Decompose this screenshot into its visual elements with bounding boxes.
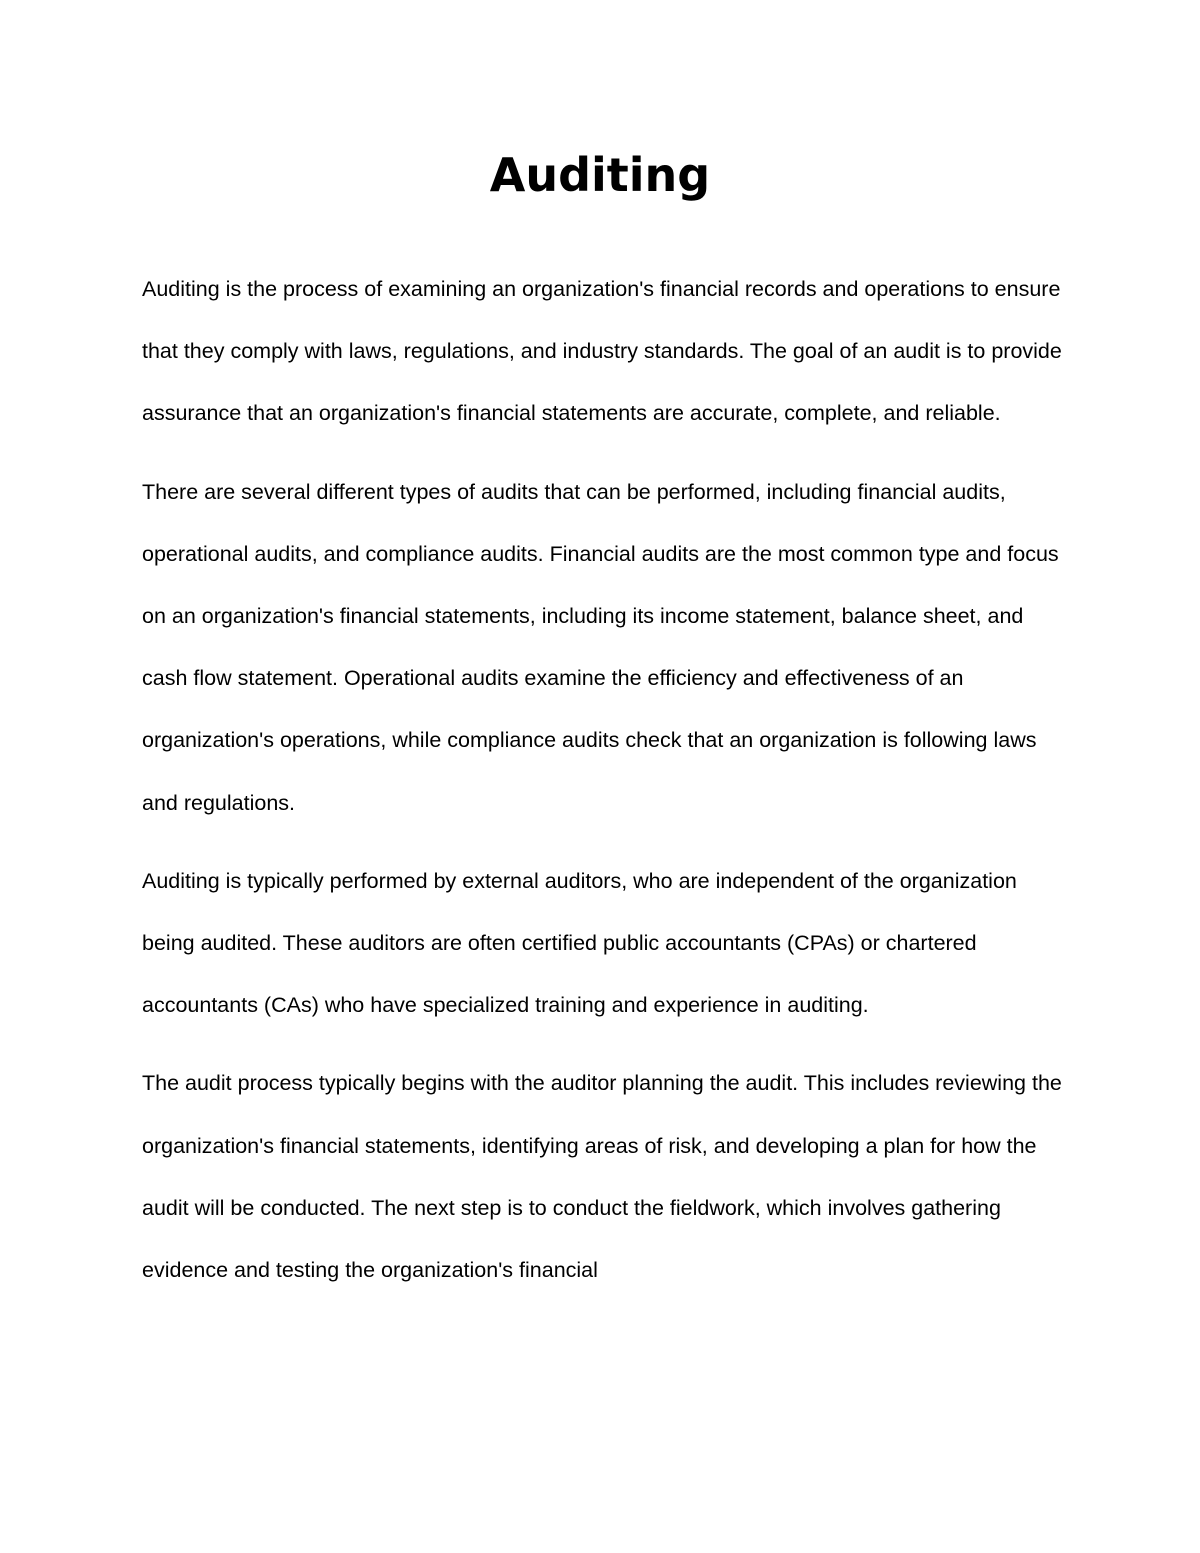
paragraph-2: There are several different types of audits that can be performed, including financial audits, operational audits, and compliance audits. Financial audits are the most common type and focus on an organization's financial statements, including its income statement, balance sheet, and cash flow statement. Operational audits examine the efficiency and effectiveness of an organization's operations, while compliance audits check that an organization is following laws and regulations. xyxy=(142,479,1059,815)
document-title: Auditing xyxy=(489,148,711,202)
paragraph-3: Auditing is typically performed by external auditors, who are independent of the organization being audited. These auditors are often certified public accountants (CPAs) or chartered accountants (CAs) who have specialized training and experience in auditing. xyxy=(142,868,1017,1018)
document-body xyxy=(142,258,1072,1317)
paragraph-4: The audit process typically begins with the auditor planning the audit. This includes reviewing the organization's financial statements, identifying areas of risk, and developing a plan for how the audit will be conducted. The next step is to conduct the fieldwork, which involves gathering evidence and testing the organization's financial xyxy=(142,1071,1062,1283)
paragraph-1: Auditing is the process of examining an organization's financial records and operations to ensure that they comply with laws, regulations, and industry standards. The goal of an audit is to provide assurance that an organization's financial statements are accurate, complete, and reliable. xyxy=(142,277,1062,426)
